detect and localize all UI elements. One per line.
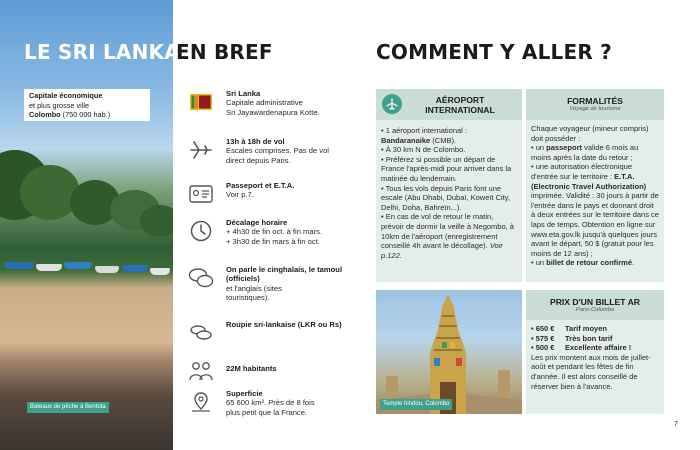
- speech-bubbles-icon: [188, 265, 214, 291]
- airport-name: Bandaranaike: [381, 135, 431, 145]
- price-row: [531, 324, 659, 334]
- formalities-subtitle: Voyage de tourisme: [569, 106, 621, 112]
- price-note: Les prix montent aux mois de juillet-août et pendant les fêtes de fin d'année. Il est alors conseillé de réserver bien à l'avance.: [531, 352, 651, 391]
- airport-p4: • Tous les vols depuis Paris font une escale (Abu Dhabi, Dubaï, Koweït City, Delhi, Doha, Bahreïn...).: [381, 183, 511, 212]
- fact-line: Capitale administrative: [226, 98, 303, 108]
- formalities-card-header: [526, 89, 664, 120]
- page-title-right: COMMENT Y ALLER ?: [376, 40, 612, 64]
- fact-line: direct depuis Paris.: [226, 155, 291, 165]
- airport-card-body: [376, 120, 522, 264]
- airport-p5b: Voir p.122.: [381, 241, 503, 260]
- formalities-card-body: [526, 120, 664, 272]
- coins-icon: [188, 320, 214, 346]
- formalities-b2a: • une autorisation électronique d'entrée sur le territoire :: [531, 162, 633, 181]
- photo-caption-box: [24, 89, 150, 121]
- fact-bold: On parle le cinghalais, le tamoul (officiels): [226, 265, 343, 284]
- formalities-b1c: valide 6 mois au moins après la date du retour ;: [531, 143, 639, 162]
- formalities-b3c: .: [632, 258, 635, 268]
- page-title-left-b: EN BREF: [176, 40, 273, 64]
- airplane-icon: [188, 137, 214, 163]
- price-amount: • 575 €: [531, 333, 555, 343]
- fact-line: Voir p.7.: [226, 190, 254, 200]
- fact-bold: Passeport et E.T.A.: [226, 181, 295, 190]
- page-number: 7: [673, 419, 678, 428]
- price-title: PRIX D'UN BILLET AR: [549, 297, 641, 307]
- photo-credit-tag: Bateaux de pêche à Bentota: [27, 402, 109, 413]
- fact-line: et l'anglais (sites: [226, 283, 282, 293]
- airport-title-1: AÉROPORT: [435, 94, 485, 105]
- caption-line-1: Capitale économique: [29, 91, 103, 100]
- formalities-b2c: imprimée. Validité : 30 jours à partir de l'entrée dans le pays et donnant droit à deux entrées sur le territoire dans ce laps de temps. Obtention en ligne sur www.eta.gov.lk jusqu'à quelques jours avant le départ, 50 $ (gratuit pour les moins de 12 ans) ;: [531, 191, 659, 258]
- people-icon: [188, 358, 214, 384]
- fact-line: + 4h30 de fin oct. à fin mars.: [226, 227, 323, 237]
- passport-icon: [188, 181, 214, 207]
- fact-line: touristiques).: [226, 293, 270, 303]
- price-card-header: [526, 290, 664, 320]
- airport-p3: • Préférez si possible un départ de France l'après-midi pour arriver dans la matinée du lendemain.: [381, 154, 512, 183]
- formalities-b3a: • un: [531, 258, 547, 268]
- fact-line: Escales comprises. Pas de vol: [226, 146, 329, 156]
- price-card-body: [526, 320, 664, 395]
- fact-bold: Roupie sri-lankaise (LKR ou Rs): [226, 320, 342, 329]
- price-label: Excellente affaire !: [565, 343, 632, 353]
- map-pin-icon: [188, 389, 214, 415]
- fact-line: 65 600 km². Près de 8 fois: [226, 398, 315, 408]
- airport-p1a: • 1 aéroport international :: [381, 126, 468, 135]
- fact-bold: Superficie: [226, 389, 263, 398]
- price-amount: • 650 €: [531, 324, 555, 333]
- formalities-b3b: billet de retour confirmé: [546, 258, 632, 268]
- price-amount: • 500 €: [531, 343, 555, 353]
- airport-card-header: [376, 89, 522, 120]
- fact-line: + 3h30 de fin mars à fin oct.: [226, 236, 320, 246]
- formalities-b1a: • un: [531, 143, 547, 153]
- temple-illustration: [376, 290, 522, 414]
- price-label: Tarif moyen: [565, 324, 607, 333]
- fact-line: plus petit que la France.: [226, 407, 308, 417]
- formalities-b1b: passeport: [546, 143, 582, 153]
- beach-photo: [0, 0, 173, 450]
- formalities-title: FORMALITÉS: [567, 96, 623, 106]
- sri-lanka-flag-icon: [188, 89, 214, 115]
- fact-line: Sri Jayawardenapura Kotte.: [226, 107, 320, 117]
- formalities-b2b: E.T.A. (Electronic Travel Authorization): [531, 171, 647, 191]
- clock-icon: [188, 218, 214, 244]
- airport-p2: • À 30 km N de Colombo.: [381, 145, 466, 155]
- airplane-circle-icon: [382, 94, 402, 114]
- caption-population: (750 000 hab.): [60, 110, 111, 119]
- airport-title-2: INTERNATIONAL: [425, 104, 495, 115]
- formalities-card: [526, 89, 664, 282]
- fact-bold: 22M habitants: [226, 364, 277, 373]
- price-label: Très bon tarif: [565, 333, 613, 343]
- fact-bold: Décalage horaire: [226, 218, 288, 227]
- airport-p5a: • En cas de vol de retour le matin, prévoir de dormir la veille à Negombo, à 10km de l'aéroport (enregistrement conseillé 4h avant le décollage).: [381, 212, 514, 251]
- temple-photo: [376, 290, 522, 414]
- price-row: [531, 334, 659, 344]
- price-row: [531, 343, 659, 353]
- caption-city: Colombo: [29, 110, 61, 119]
- fact-bold: Sri Lanka: [226, 89, 261, 98]
- formalities-intro: Chaque voyageur (mineur compris) doit posséder :: [531, 124, 649, 143]
- temple-photo-tag: Temple hindou, Colombo: [380, 399, 452, 410]
- caption-line-2: et plus grosse ville: [29, 100, 90, 110]
- airport-card: [376, 89, 522, 282]
- page-title-left-a: LE SRI LANKA: [24, 40, 180, 64]
- price-card: [526, 290, 664, 414]
- price-subtitle: Paris-Colombo: [575, 307, 615, 313]
- airport-p1c: (CMB).: [430, 135, 457, 145]
- fact-bold: 13h à 18h de vol: [226, 137, 285, 146]
